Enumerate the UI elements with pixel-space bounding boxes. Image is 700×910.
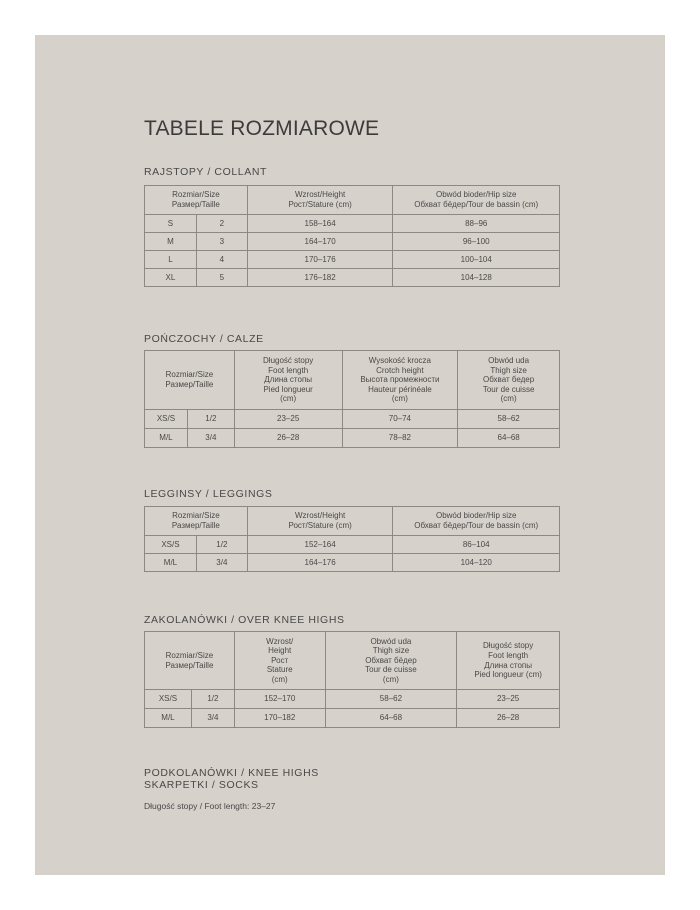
table-row	[145, 429, 560, 448]
cell-hip: 88–96	[393, 215, 560, 233]
cell-size: XS/S	[145, 410, 188, 429]
cell-height: 176–182	[247, 269, 393, 287]
table-header-row	[145, 507, 560, 536]
table-ponczochy	[144, 350, 560, 448]
cell-height: 164–170	[247, 233, 393, 251]
header-thigh-size: Obwód uda Thigh size Обхват бёдер Tour de cuisse (cm)	[325, 632, 457, 690]
table-rajstopy	[144, 185, 560, 287]
cell-size: XS/S	[145, 536, 197, 554]
cell-crotch-height: 78–82	[342, 429, 458, 448]
table-row	[145, 536, 560, 554]
cell-hip: 86–104	[393, 536, 560, 554]
cell-foot-length: 26–28	[457, 709, 560, 728]
table-row	[145, 690, 560, 709]
header-size: Rozmiar/Size Размер/Taille	[145, 351, 235, 410]
table-row	[145, 269, 560, 287]
cell-number: 3	[196, 233, 247, 251]
section-heading-skarpetki: SKARPETKI / SOCKS	[144, 779, 259, 791]
cell-size: M/L	[145, 554, 197, 572]
cell-foot-length: 26–28	[234, 429, 342, 448]
table-row	[145, 410, 560, 429]
section-heading-zakolanowki: ZAKOLANÓWKI / OVER KNEE HIGHS	[144, 614, 345, 626]
cell-number: 1/2	[191, 690, 234, 709]
header-foot-length: Długość stopy Foot length Длина стопы Pied longueur (cm)	[457, 632, 560, 690]
header-hip: Obwód bioder/Hip size Обхват бёдер/Tour de bassin (cm)	[393, 507, 560, 536]
cell-height: 164–176	[247, 554, 393, 572]
cell-height: 170–176	[247, 251, 393, 269]
cell-number: 2	[196, 215, 247, 233]
header-height: Wzrost/ Height Рост Stature (cm)	[234, 632, 325, 690]
header-height: Wzrost/Height Рост/Stature (cm)	[247, 186, 393, 215]
section-heading-podkolanowki: PODKOLANÓWKI / KNEE HIGHS	[144, 767, 319, 779]
cell-hip: 100–104	[393, 251, 560, 269]
cell-thigh-size: 58–62	[325, 690, 457, 709]
cell-size: M/L	[145, 429, 188, 448]
cell-foot-length: 23–25	[234, 410, 342, 429]
foot-length-note: Długość stopy / Foot length: 23–27	[144, 801, 276, 811]
cell-size: XL	[145, 269, 197, 287]
header-height: Wzrost/Height Рост/Stature (cm)	[247, 507, 393, 536]
header-foot-length: Długość stopy Foot length Длина стопы Pied longueur (cm)	[234, 351, 342, 410]
cell-size: M/L	[145, 709, 192, 728]
header-hip: Obwód bioder/Hip size Обхват бёдер/Tour de bassin (cm)	[393, 186, 560, 215]
table-legginsy	[144, 506, 560, 572]
cell-hip: 104–128	[393, 269, 560, 287]
page-title: TABELE ROZMIAROWE	[144, 117, 380, 140]
table-row	[145, 709, 560, 728]
table-header-row	[145, 632, 560, 690]
cell-thigh-size: 58–62	[458, 410, 560, 429]
table-row	[145, 554, 560, 572]
table-row	[145, 215, 560, 233]
cell-foot-length: 23–25	[457, 690, 560, 709]
cell-size: S	[145, 215, 197, 233]
cell-number: 5	[196, 269, 247, 287]
cell-crotch-height: 70–74	[342, 410, 458, 429]
header-crotch-height: Wysokość krocza Crotch height Высота промежности Hauteur périnéale (cm)	[342, 351, 458, 410]
table-header-row	[145, 351, 560, 410]
cell-height: 152–170	[234, 690, 325, 709]
cell-number: 1/2	[187, 410, 234, 429]
cell-hip: 96–100	[393, 233, 560, 251]
cell-number: 3/4	[187, 429, 234, 448]
cell-number: 3/4	[191, 709, 234, 728]
cell-height: 170–182	[234, 709, 325, 728]
header-size: Rozmiar/Size Размер/Taille	[145, 186, 248, 215]
cell-hip: 104–120	[393, 554, 560, 572]
cell-number: 3/4	[196, 554, 247, 572]
cell-number: 4	[196, 251, 247, 269]
header-thigh-size: Obwód uda Thigh size Обхват бедер Tour de cuisse (cm)	[458, 351, 560, 410]
cell-height: 152–164	[247, 536, 393, 554]
cell-size: M	[145, 233, 197, 251]
section-heading-ponczochy: POŃCZOCHY / CALZE	[144, 333, 264, 345]
cell-size: L	[145, 251, 197, 269]
size-chart-sheet	[35, 35, 665, 875]
cell-thigh-size: 64–68	[458, 429, 560, 448]
cell-number: 1/2	[196, 536, 247, 554]
cell-size: XS/S	[145, 690, 192, 709]
header-size: Rozmiar/Size Размер/Taille	[145, 507, 248, 536]
table-header-row	[145, 186, 560, 215]
table-row	[145, 251, 560, 269]
cell-thigh-size: 64–68	[325, 709, 457, 728]
header-size: Rozmiar/Size Размер/Taille	[145, 632, 235, 690]
cell-height: 158–164	[247, 215, 393, 233]
table-row	[145, 233, 560, 251]
table-zakolanowki	[144, 631, 560, 728]
section-heading-rajstopy: RAJSTOPY / COLLANT	[144, 166, 268, 178]
section-heading-legginsy: LEGGINSY / LEGGINGS	[144, 488, 273, 500]
